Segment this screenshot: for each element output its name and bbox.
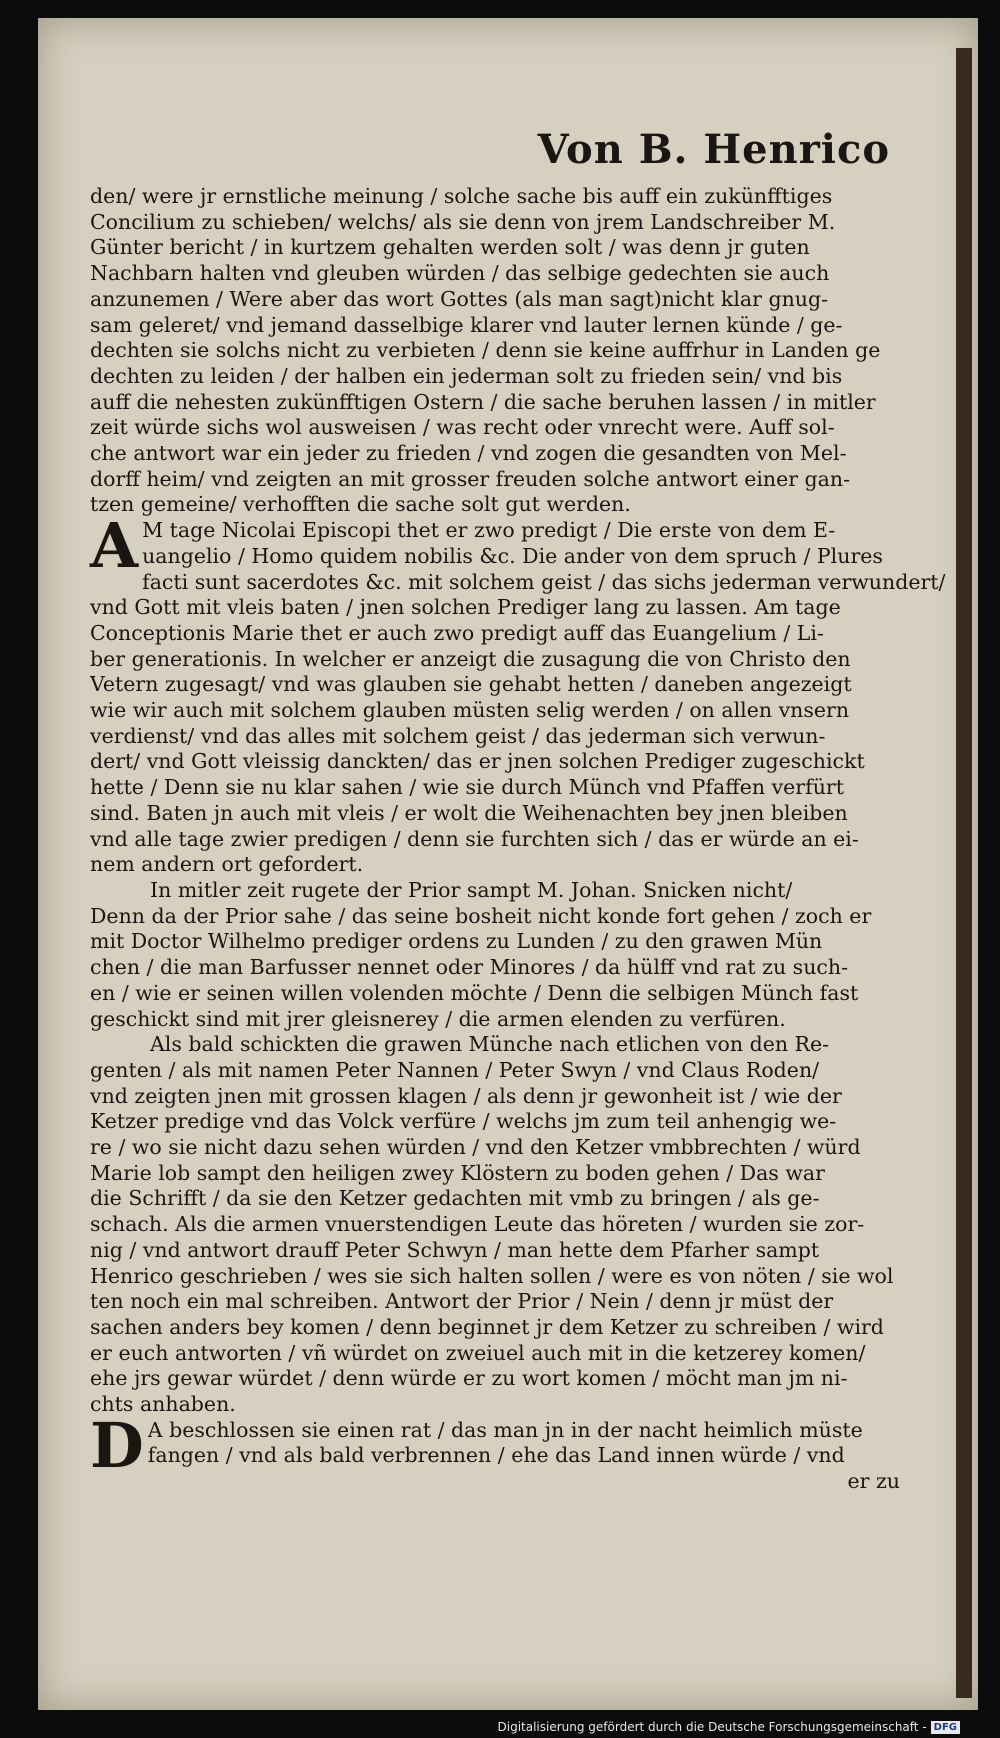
text-line: A beschlossen sie einen rat / das man jn in der nacht heimlich müste [147, 1417, 863, 1442]
scanned-page [38, 18, 978, 1710]
paragraph-1 [90, 184, 950, 518]
text-line: dorff heim/ vnd zeigten an mit grosser freuden solche antwort einer gan- [90, 466, 851, 491]
text-line: Nachbarn halten vnd gleuben würden / das selbige gedechten sie auch [90, 261, 830, 286]
text-line: zeit würde sichs wol ausweisen / was recht oder vnrecht were. Auff sol- [90, 415, 835, 440]
text-line: sachen anders bey komen / denn beginnet jr dem Ketzer zu schreiben / wird [90, 1314, 884, 1339]
text-line: che antwort war ein jeder zu frieden / vnd zogen die gesandten von Mel- [90, 441, 847, 466]
text-line: geschickt sind mit jrer gleisnerey / die armen elenden zu verfüren. [90, 1006, 786, 1031]
text-line: vnd Gott mit vleis baten / jnen solchen Prediger lang zu lassen. Am tage [90, 595, 841, 620]
text-line: Vetern zugesagt/ vnd was glauben sie gehabt hetten / daneben angezeigt [90, 672, 852, 697]
text-line: Marie lob sampt den heiligen zwey Klöstern zu boden gehen / Das war [90, 1160, 825, 1185]
text-line: Denn da der Prior sahe / das seine bosheit nicht konde fort gehen / zoch er [90, 903, 872, 928]
text-line: den/ were jr ernstliche meinung / solche sache bis auff ein zukünfftiges [90, 184, 833, 208]
text-line: hette / Denn sie nu klar sahen / wie sie durch Münch vnd Pfaffen verfürt [90, 775, 844, 800]
text-line: chts anhaben. [90, 1392, 236, 1417]
text-line: ber generationis. In welcher er anzeigt die zusagung die von Christo den [90, 646, 851, 671]
text-line: fangen / vnd als bald verbrennen / ehe das Land innen würde / vnd [147, 1443, 845, 1468]
text-line: tzen gemeine/ verhofften die sache solt gut werden. [90, 492, 631, 517]
text-line: re / wo sie nicht dazu sehen würden / vnd den Ketzer vmbbrechten / würd [90, 1135, 861, 1160]
text-line: Henrico geschrieben / wes sie sich halten sollen / were es von nöten / sie wol [90, 1263, 894, 1288]
text-line: uangelio / Homo quidem nobilis &c. Die ander von dem spruch / Plures [142, 543, 883, 568]
text-line: genten / als mit namen Peter Nannen / Peter Swyn / vnd Claus Roden/ [90, 1057, 820, 1082]
paragraph-3 [90, 878, 950, 1032]
text-line: mit Doctor Wilhelmo prediger ordens zu Lunden / zu den grawen Mün [90, 929, 823, 954]
text-line: Günter bericht / in kurtzem gehalten werden solt / was denn jr guten [90, 235, 810, 260]
text-line: nem andern ort gefordert. [90, 852, 364, 877]
catchword: er zu [847, 1469, 900, 1494]
footer-text: Digitalisierung gefördert durch die Deutsche Forschungsgemeinschaft - [497, 1720, 927, 1734]
text-line: schach. Als die armen vnuerstendigen Leute das höreten / wurden sie zor- [90, 1212, 865, 1237]
text-line: dechten zu leiden / der halben ein jederman solt zu frieden sein/ vnd bis [90, 363, 843, 388]
text-line: wie wir auch mit solchem glauben müsten selig werden / on allen vnsern [90, 698, 850, 723]
text-line: facti sunt sacerdotes &c. mit solchem geist / das sichs jederman verwundert/ [142, 569, 946, 594]
text-line: verdienst/ vnd das alles mit solchem geist / das jederman sich verwun- [90, 723, 826, 748]
text-line: Conceptionis Marie thet er auch zwo predigt auff das Euangelium / Li- [90, 620, 824, 645]
page-content [90, 126, 950, 1495]
text-line: die Schrifft / da sie den Ketzer gedachten mit vmb zu bringen / als ge- [90, 1186, 820, 1211]
page-edge [956, 48, 972, 1698]
digitization-footer [498, 1720, 961, 1734]
drop-initial: D [90, 1408, 144, 1482]
text-line: nig / vnd antwort drauff Peter Schwyn / man hette dem Pfarher sampt [90, 1237, 820, 1262]
text-line: en / wie er seinen willen volenden möchte / Denn die selbigen Münch fast [90, 980, 859, 1005]
text-line: Concilium zu schieben/ welchs/ als sie denn von jrem Landschreiber M. [90, 209, 836, 234]
text-line: ten noch ein mal schreiben. Antwort der Prior / Nein / denn jr müst der [90, 1289, 834, 1314]
text-line: chen / die man Barfusser nennet oder Minores / da hülff vnd rat zu such- [90, 955, 849, 980]
text-line: Ketzer predige vnd das Volck verfüre / welchs jm zum teil anhengig we- [90, 1109, 837, 1134]
paragraph-4 [90, 1032, 950, 1418]
text-line: dert/ vnd Gott vleissig danckten/ das er jnen solchen Prediger zugeschickt [90, 749, 865, 774]
text-line: auff die nehesten zukünfftigen Ostern / die sache beruhen lassen / in mitler [90, 389, 876, 414]
page-title: Von B. Henrico [537, 126, 890, 173]
text-line: Als bald schickten die grawen Münche nach etlichen von den Re- [150, 1032, 830, 1057]
text-line: er euch antworten / vñ würdet on zweiuel auch mit in die ketzerey komen/ [90, 1340, 866, 1365]
dfg-logo-icon: DFG [931, 1721, 960, 1734]
text-line: M tage Nicolai Episcopi thet er zwo predigt / Die erste von dem E- [142, 518, 836, 543]
text-line: sind. Baten jn auch mit vleis / er wolt die Weihenachten bey jnen bleiben [90, 800, 848, 825]
drop-initial: A [90, 509, 139, 583]
text-line: dechten sie solchs nicht zu verbieten / denn sie keine auffrhur in Landen ge [90, 338, 881, 363]
text-line: sam geleret/ vnd jemand dasselbige klarer vnd lauter lernen künde / ge- [90, 312, 843, 337]
text-line: ehe jrs gewar würdet / denn würde er zu wort komen / möcht man jm ni- [90, 1366, 848, 1391]
text-line: anzunemen / Were aber das wort Gottes (als man sagt)nicht klar gnug- [90, 286, 829, 311]
paragraph-2 [90, 509, 950, 878]
text-line: vnd zeigten jnen mit grossen klagen / als denn jr gewonheit ist / wie der [90, 1083, 842, 1108]
text-line: vnd alle tage zwier predigen / denn sie furchten sich / das er würde an ei- [90, 826, 859, 851]
text-line: In mitler zeit rugete der Prior sampt M. Johan. Snicken nicht/ [150, 877, 793, 902]
